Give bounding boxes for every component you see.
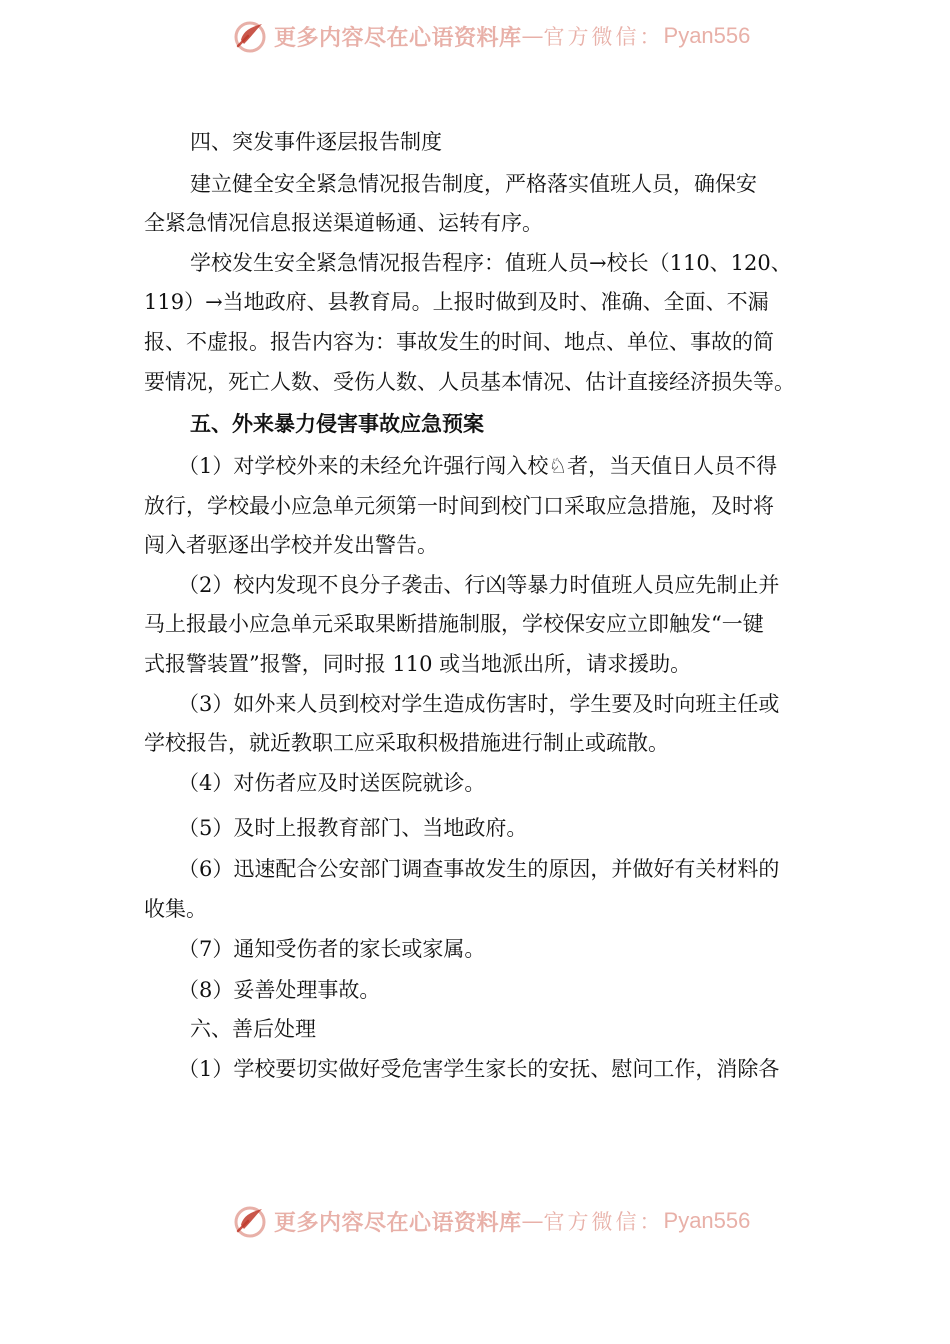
paragraph-line: 119）→当地政府、县教育局。上报时做到及时、准确、全面、不漏 — [144, 290, 769, 314]
watermark-wechat-label: 官方微信： — [543, 25, 664, 49]
header-watermark — [232, 18, 750, 54]
paragraph-line: （4）对伤者应及时送医院就诊。 — [178, 771, 486, 795]
section-heading-4: 四、突发事件逐层报告制度 — [190, 130, 442, 154]
watermark-separator: — — [521, 23, 544, 49]
paragraph-line: 收集。 — [144, 897, 207, 921]
paragraph-line: （7）通知受伤者的家长或家属。 — [178, 937, 486, 961]
paragraph-line: （1）对学校外来的未经允许强行闯入校♘者，当天值日人员不得 — [178, 454, 778, 478]
paragraph-line: 学校发生安全紧急情况报告程序：值班人员→校长（110、120、 — [190, 251, 792, 275]
section-heading-6: 六、善后处理 — [190, 1017, 316, 1041]
footer-watermark — [232, 1203, 750, 1239]
watermark-text: 更多内容尽在心语资料库 — [274, 24, 522, 51]
watermark-wechat-id: Pyan556 — [663, 1208, 751, 1233]
watermark-wechat-id: Pyan556 — [663, 23, 751, 48]
paragraph-line: （1）学校要切实做好受危害学生家长的安抚、慰问工作，消除各 — [178, 1057, 780, 1081]
watermark-wechat-label: 官方微信： — [543, 1210, 664, 1234]
paragraph-line: （5）及时上报教育部门、当地政府。 — [178, 816, 528, 840]
paragraph-line: 要情况，死亡人数、受伤人数、人员基本情况、估计直接经济损失等。 — [144, 370, 795, 394]
paragraph-line: 学校报告，就近教职工应采取积极措施进行制止或疏散。 — [144, 731, 669, 755]
paragraph-line: （8）妥善处理事故。 — [178, 978, 381, 1002]
section-heading-5: 五、外来暴力侵害事故应急预案 — [190, 412, 484, 436]
paragraph-line: 放行，学校最小应急单元须第一时间到校门口采取应急措施，及时将 — [144, 494, 774, 518]
paragraph-line: （6）迅速配合公安部门调查事故发生的原因，并做好有关材料的 — [178, 857, 780, 881]
paragraph-line: 全紧急情况信息报送渠道畅通、运转有序。 — [144, 211, 543, 235]
paragraph-line: 建立健全安全紧急情况报告制度，严格落实值班人员，确保安 — [190, 172, 757, 196]
paragraph-line: （2）校内发现不良分子袭击、行凶等暴力时值班人员应先制止并 — [178, 573, 780, 597]
brand-logo-icon — [232, 18, 268, 54]
paragraph-line: 马上报最小应急单元采取果断措施制服，学校保安应立即触发“一键 — [144, 612, 764, 636]
paragraph-line: 式报警装置”报警，同时报 110 或当地派出所，请求援助。 — [144, 652, 692, 676]
paragraph-line: （3）如外来人员到校对学生造成伤害时，学生要及时向班主任或 — [178, 692, 780, 716]
paragraph-line: 报、不虚报。报告内容为：事故发生的时间、地点、单位、事故的简 — [144, 330, 774, 354]
watermark-separator: — — [521, 1208, 544, 1234]
brand-logo-icon — [232, 1203, 268, 1239]
paragraph-line: 闯入者驱逐出学校并发出警告。 — [144, 533, 438, 557]
watermark-text: 更多内容尽在心语资料库 — [274, 1209, 522, 1236]
